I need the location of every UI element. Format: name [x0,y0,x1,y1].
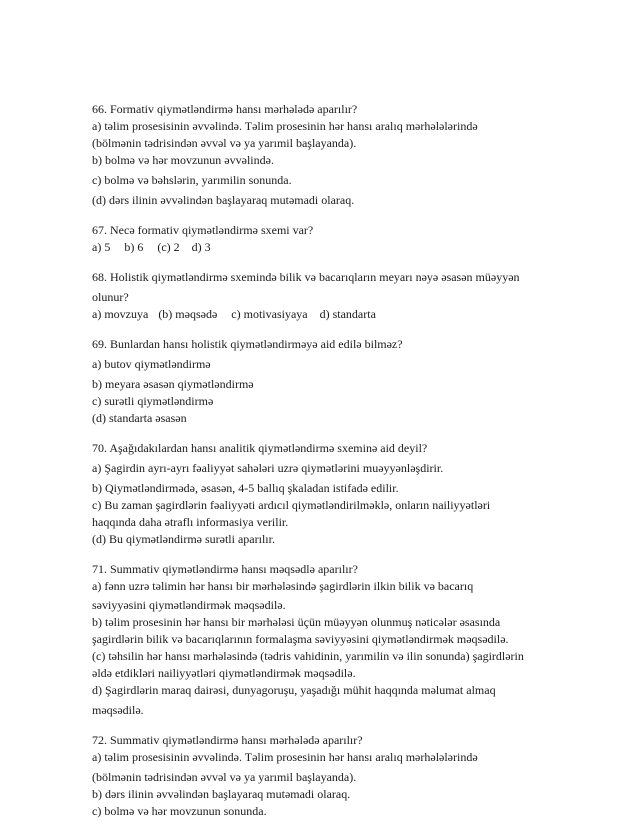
answer-line: a) fənn uzrə təlimin hər hansı bir mərhələsində şagirdlərin ilkin bilik və bacarıq [92,579,474,593]
answer-line: c) Bu zaman şagirdlərin fəaliyyəti ardıcıl qiymətləndirilməklə, onların nailiyyətləri [92,498,491,512]
question-69 [92,336,592,427]
question-71 [92,561,592,719]
question-66 [92,101,592,209]
question-text: 67. Necə formativ qiymətləndirmə sxemi var? [92,223,314,237]
answer-line: (d) dərs ilinin əvvəlindən başlayaraq mutəmadi olaraq. [92,193,355,207]
answer-line: a) Şagirdin ayrı-ayrı fəaliyyət sahələri uzrə qiymətlərini muəyyənləşdirir. [92,461,444,475]
answer-line: a) təlim prosesisinin əvvəlində. Təlim prosesinin hər hansı aralıq mərhələlərində [92,750,478,764]
answer-option: (b) məqsədə [158,307,218,321]
question-68 [92,269,592,323]
answer-option: b) 6 [124,240,144,254]
question-text: 72. Summativ qiymətləndirmə hansı mərhələdə aparılır? [92,733,363,747]
answer-line: a) butov qiymətləndirmə [92,357,211,371]
answer-option: d) standarta [319,307,376,321]
question-70 [92,440,592,548]
question-text: 71. Summativ qiymətləndirmə hansı məqsədlə aparılır? [92,562,358,576]
answer-option: d) 3 [191,240,211,254]
answer-line: (bölmənin tədrisindən əvvəl və ya yarımil başlayanda). [92,770,357,784]
answer-line: əldə etdikləri nailiyyətləri qiymətləndirmək məqsədilə. [92,666,356,680]
answer-line: (d) standarta əsasən [92,411,187,425]
answer-line: c) surətli qiymətləndirmə [92,394,214,408]
answer-options-row [92,239,592,256]
answer-line: b) meyara əsasən qiymətləndirmə [92,377,254,391]
answer-line: d) Şagirdlərin maraq dairəsi, dunyagoruşu, yaşadığı mühit haqqında məlumat almaq [92,683,496,697]
question-text-continued: olunur? [92,290,129,304]
answer-line: haqqında daha ətraflı informasiya verilir. [92,515,289,529]
answer-line: (c) təhsilin hər hansı mərhələsində (tədris vahidinin, yarımilin və ilin sonunda) şagirdlərin [92,649,524,663]
answer-options-row [92,306,592,323]
question-67 [92,222,592,256]
answer-option: a) movzuya [92,307,149,321]
answer-line: (d) Bu qiymətləndirmə surətli aparılır. [92,532,275,546]
question-text: 68. Holistik qiymətləndirmə sxemində bilik və bacarıqların meyarı nəyə əsasən müəyyən [92,270,520,284]
answer-option: a) 5 [92,240,111,254]
answer-line: c) bolmə və bəhslərin, yarımilin sonunda. [92,173,292,187]
question-text: 69. Bunlardan hansı holistik qiymətləndirməyə aid edilə bilməz? [92,337,403,351]
answer-option: (c) 2 [157,240,180,254]
answer-line: (bölmənin tədrisindən əvvəl və ya yarımil başlayanda). [92,136,357,150]
answer-line: b) Qiymətləndirmədə, əsasən, 4-5 ballıq şkaladan istifadə edilir. [92,481,399,495]
answer-line: b) bolmə və hər movzunun əvvəlində. [92,153,274,167]
answer-option: c) motivasiyaya [231,307,308,321]
answer-line: a) təlim prosesisinin əvvəlində. Təlim prosesinin hər hansı aralıq mərhələlərində [92,119,478,133]
answer-line: b) dərs ilinin əvvəlindən başlayaraq mutəmadi olaraq. [92,787,351,801]
question-text: 66. Formativ qiymətləndirmə hansı mərhələdə aparılır? [92,102,358,116]
answer-line: səviyyəsini qiymətləndirmək məqsədilə. [92,598,286,612]
answer-line: şagirdlərin bilik və bacarıqlarının formalaşma səviyyəsini qiymətləndirmək məqsədilə. [92,632,509,646]
document-page [92,101,592,833]
question-72 [92,732,592,820]
answer-line: məqsədilə. [92,703,144,717]
answer-line: c) bolmə və hər movzunun sonunda. [92,804,267,818]
answer-line: b) təlim prosesinin hər hansı bir mərhələsi üçün müəyyən olunmuş nəticələr əsasında [92,615,501,629]
question-text: 70. Aşağıdakılardan hansı analitik qiymətləndirmə sxeminə aid deyil? [92,441,428,455]
